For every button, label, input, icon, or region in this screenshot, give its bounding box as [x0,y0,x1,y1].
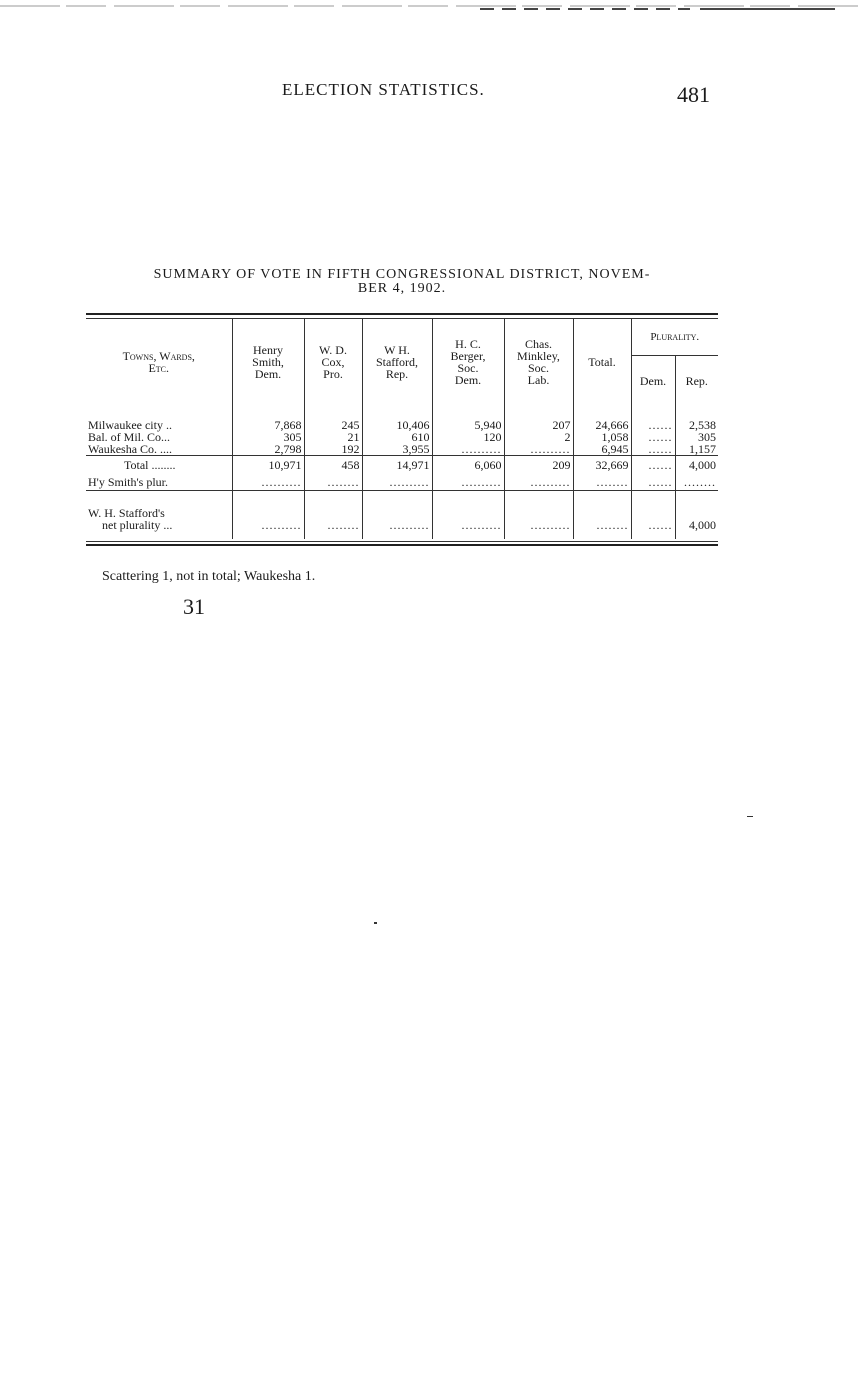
table-title [86,268,718,296]
net-plurality-label-line-2: net plurality ... [102,518,173,532]
cell-plurality-rep: 1,157 [675,443,718,456]
net-rep: 4,000 [675,491,718,540]
col-header-minkley-line-3: Soc. [528,361,549,375]
col-header-smith-line-2: Smith, [252,355,284,369]
col-header-smith-line-3: Dem. [254,367,282,381]
spacer-cell [631,405,675,419]
cell-plurality-rep: 2,538 [675,419,718,431]
total-cox: 458 [304,456,362,475]
col-header-cox [304,319,362,405]
col-header-smith [232,319,304,405]
col-header-berger-line-2: Berger, [450,349,486,363]
cell-total: 1,058 [573,431,631,443]
row-label: Waukesha Co. .... [88,442,173,456]
cell-plurality-rep: 305 [675,431,718,443]
ink-speck [747,816,753,817]
spacer-cell [86,405,232,419]
cell-plurality-dem: ...... [631,443,675,456]
plur-stafford: .......... [362,474,432,491]
cell-plurality-dem: ...... [631,431,675,443]
col-header-berger-line-3: Soc. [457,361,479,375]
running-title: ELECTION STATISTICS. [282,80,485,99]
net-plurality-label [86,491,232,540]
cell-cox: 21 [304,431,362,443]
col-header-stafford-line-1: W H. [384,343,410,357]
plur-rep: ........ [675,474,718,491]
table-bottom-rule-thick [86,544,718,546]
col-header-total [573,319,631,405]
total-label: Total ........ [86,456,232,475]
cell-smith: 305 [232,431,304,443]
vote-table [86,319,718,539]
plur-smith: .......... [232,474,304,491]
net-berger: .......... [432,491,504,540]
spacer-cell [675,405,718,419]
total-smith: 10,971 [232,456,304,475]
table-title-line-1: SUMMARY OF VOTE IN FIFTH CONGRESSIONAL DISTRICT, NOVEM- [153,267,651,282]
net-minkley: .......... [504,491,573,540]
vote-summary-table [86,313,718,546]
stub-header [86,319,232,405]
plurality-dem-header: Dem. [631,356,675,405]
cell-minkley: 2 [504,431,573,443]
row-label: Bal. of Mil. Co... [88,430,171,444]
cell-plurality-dem: ...... [631,419,675,431]
col-header-cox-line-1: W. D. [319,343,347,357]
spacer-cell [304,405,362,419]
spacer-cell [232,405,304,419]
stub-header-line-1: Towns, Wards, [122,349,195,363]
total-plurality-dem: ...... [631,456,675,475]
cell-smith: 7,868 [232,419,304,431]
total-row [86,456,718,475]
col-header-minkley-line-4: Lab. [527,373,550,387]
col-header-total-line-1: Total. [588,355,616,369]
cell-cox: 245 [304,419,362,431]
col-header-berger-line-4: Dem. [454,373,482,387]
col-header-cox-line-3: Pro. [323,367,343,381]
cell-total: 6,945 [573,443,631,456]
table-row [86,443,718,456]
table-bottom-rule-thin [86,541,718,542]
cell-minkley: 207 [504,419,573,431]
cell-total: 24,666 [573,419,631,431]
top-edge-rule [0,4,859,12]
total-berger: 6,060 [432,456,504,475]
cell-stafford: 610 [362,431,432,443]
col-header-berger-line-1: H. C. [455,337,481,351]
plur-total: ........ [573,474,631,491]
net-smith: .......... [232,491,304,540]
col-header-stafford [362,319,432,405]
col-header-stafford-line-3: Rep. [385,367,409,381]
smith-plurality-label: H'y Smith's plur. [88,475,169,489]
spacer-row [86,405,718,419]
plurality-header: Plurality. [631,319,718,356]
spacer-cell [573,405,631,419]
running-head [0,80,859,106]
plur-dem: ...... [631,474,675,491]
table-bottom-rules [86,541,718,546]
col-header-smith-line-1: Henry [253,343,283,357]
col-header-berger [432,319,504,405]
cell-smith: 2,798 [232,443,304,456]
plur-minkley: .......... [504,474,573,491]
page-number: 481 [677,82,710,107]
cell-stafford: 10,406 [362,419,432,431]
col-header-cox-line-2: Cox, [321,355,345,369]
col-header-minkley-line-1: Chas. [525,337,552,351]
total-stafford: 14,971 [362,456,432,475]
plurality-rep-header: Rep. [675,356,718,405]
cell-berger: .......... [432,443,504,456]
cell-berger: 5,940 [432,419,504,431]
net-stafford: .......... [362,491,432,540]
ink-speck [374,922,377,924]
net-plurality-row [86,491,718,540]
cell-minkley: .......... [504,443,573,456]
table-top-rule-thick [86,313,718,315]
smith-plurality-row [86,474,718,491]
signature-mark: 31 [183,594,205,619]
net-dem: ...... [631,491,675,540]
col-header-minkley [504,319,573,405]
total-minkley: 209 [504,456,573,475]
col-header-minkley-line-2: Minkley, [517,349,560,363]
net-cox: ........ [304,491,362,540]
cell-stafford: 3,955 [362,443,432,456]
total-plurality-rep: 4,000 [675,456,718,475]
cell-cox: 192 [304,443,362,456]
stub-header-line-2: Etc. [148,361,170,375]
plur-cox: ........ [304,474,362,491]
net-plurality-label-line-1: W. H. Stafford's [88,506,165,520]
total-total: 32,669 [573,456,631,475]
spacer-cell [432,405,504,419]
plur-berger: .......... [432,474,504,491]
spacer-cell [362,405,432,419]
col-header-stafford-line-2: Stafford, [375,355,419,369]
row-label: Milwaukee city .. [88,418,172,432]
header-row [86,319,718,356]
net-total: ........ [573,491,631,540]
spacer-cell [504,405,573,419]
cell-berger: 120 [432,431,504,443]
table-title-line-2: BER 4, 1902. [357,281,447,296]
footnote: Scattering 1, not in total; Waukesha 1. [102,569,316,584]
